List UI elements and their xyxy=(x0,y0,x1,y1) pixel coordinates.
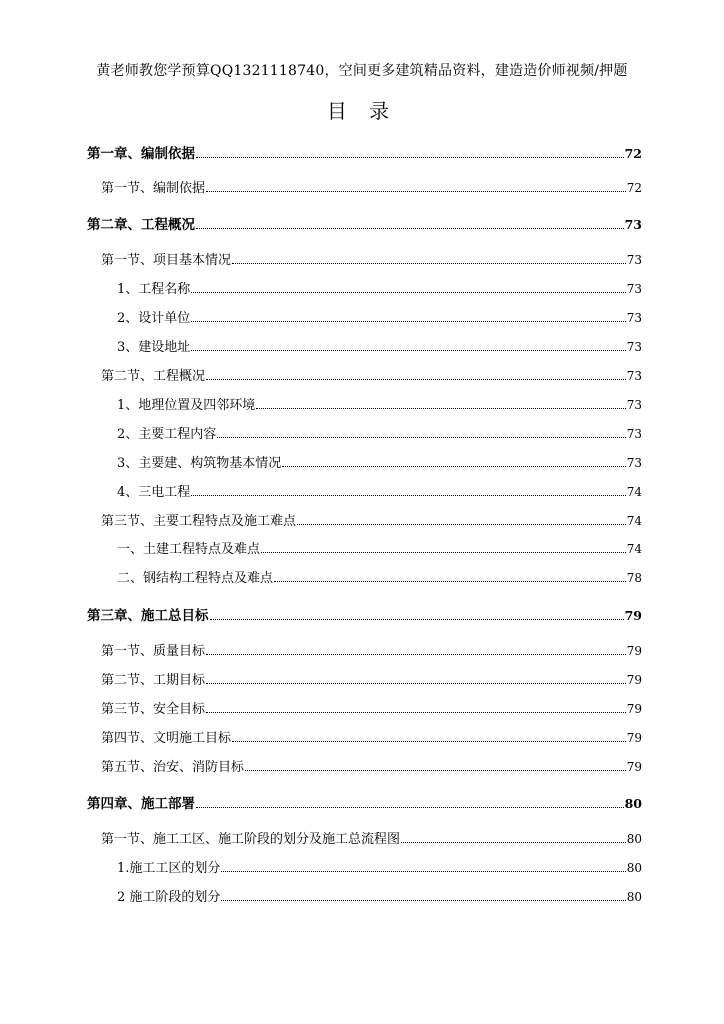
toc-entry[interactable] xyxy=(87,727,642,746)
toc-leader-dots xyxy=(282,465,625,467)
toc-entry-page: 80 xyxy=(626,861,642,875)
toc-leader-dots xyxy=(210,618,624,620)
toc-leader-dots xyxy=(221,899,625,901)
toc-entry[interactable] xyxy=(87,538,642,557)
toc-entry[interactable] xyxy=(87,481,642,500)
toc-entry-title: 1.施工工区的划分 xyxy=(117,861,221,876)
toc-entry-title: 第三章、施工总目标 xyxy=(87,608,209,624)
toc-entry[interactable] xyxy=(87,886,642,905)
toc-entry[interactable] xyxy=(87,394,642,413)
toc-leader-dots xyxy=(196,156,624,158)
toc-entry-title: 第一节、项目基本情况 xyxy=(101,253,232,268)
toc-entry-title: 2、主要工程内容 xyxy=(117,427,217,442)
toc-entry-page: 73 xyxy=(626,340,642,354)
toc-entry-page: 73 xyxy=(626,369,642,383)
toc-entry-title: 3、建设地址 xyxy=(117,340,191,355)
toc-entry-page: 73 xyxy=(626,398,642,412)
toc-entry-title: 第三节、主要工程特点及施工难点 xyxy=(101,514,297,529)
toc-entry-page: 73 xyxy=(626,253,642,267)
toc-entry-title: 第一节、质量目标 xyxy=(101,644,206,659)
toc-leader-dots xyxy=(217,436,625,438)
toc-entry-title: 第三节、安全目标 xyxy=(101,702,206,717)
toc-entry-page: 80 xyxy=(626,832,642,846)
toc-entry[interactable] xyxy=(87,698,642,717)
toc-entry[interactable] xyxy=(87,792,642,812)
toc-entry[interactable] xyxy=(87,142,642,162)
toc-entry[interactable] xyxy=(87,365,642,384)
toc-entry-page: 72 xyxy=(626,181,642,195)
toc-leader-dots xyxy=(232,262,626,264)
toc-entry-title: 第二节、工程概况 xyxy=(101,369,206,384)
toc-entry-title: 1、工程名称 xyxy=(117,282,191,297)
toc-entry[interactable] xyxy=(87,510,642,529)
toc-entry-page: 73 xyxy=(626,427,642,441)
toc-entry[interactable] xyxy=(87,567,642,586)
toc-entry-title: 第二节、工期目标 xyxy=(101,673,206,688)
toc-leader-dots xyxy=(206,190,626,192)
toc-entry-title: 第四章、施工部署 xyxy=(87,796,195,812)
toc-entry-title: 2 施工阶段的划分 xyxy=(117,890,221,905)
toc-entry-page: 80 xyxy=(624,796,642,811)
toc-entry-page: 73 xyxy=(626,282,642,296)
toc-entry[interactable] xyxy=(87,423,642,442)
toc-leader-dots xyxy=(191,494,625,496)
toc-leader-dots xyxy=(274,580,626,582)
toc-entry[interactable] xyxy=(87,213,642,233)
toc-leader-dots xyxy=(401,841,626,843)
toc-entry-page: 78 xyxy=(626,571,642,585)
toc-entry-page: 73 xyxy=(626,311,642,325)
toc-leader-dots xyxy=(206,682,626,684)
toc-leader-dots xyxy=(191,320,625,322)
toc-entry[interactable] xyxy=(87,336,642,355)
toc-leader-dots xyxy=(196,806,624,808)
toc-entry-page: 73 xyxy=(624,217,642,232)
toc-entry-page: 79 xyxy=(624,608,642,623)
toc-entry-title: 2、设计单位 xyxy=(117,311,191,326)
toc-leader-dots xyxy=(261,551,626,553)
toc-leader-dots xyxy=(256,407,625,409)
toc-entry-page: 79 xyxy=(626,673,642,687)
toc-entry-title: 1、地理位置及四邻环境 xyxy=(117,398,256,413)
toc-entry[interactable] xyxy=(87,604,642,624)
toc-leader-dots xyxy=(191,291,625,293)
toc-entry-title: 第二章、工程概况 xyxy=(87,217,195,233)
toc-entry-title: 第一章、编制依据 xyxy=(87,146,195,162)
toc-leader-dots xyxy=(245,769,626,771)
toc-entry-title: 第四节、文明施工目标 xyxy=(101,731,232,746)
toc-entry-title: 4、三电工程 xyxy=(117,485,191,500)
toc-entry[interactable] xyxy=(87,857,642,876)
toc-entry[interactable] xyxy=(87,452,642,471)
toc-leader-dots xyxy=(196,227,624,229)
toc-entry-page: 79 xyxy=(626,731,642,745)
toc-entry-title: 第一节、编制依据 xyxy=(101,181,206,196)
toc-entry[interactable] xyxy=(87,278,642,297)
page-header-text: 黄老师教您学预算QQ1321118740，空间更多建筑精品资料，建造造价师视频/押题 xyxy=(96,63,628,79)
toc-title: 目 录 xyxy=(326,99,398,123)
toc-entry-title: 3、主要建、构筑物基本情况 xyxy=(117,456,282,471)
toc-entry-page: 72 xyxy=(624,146,642,161)
toc-entry-title: 二、钢结构工程特点及难点 xyxy=(117,571,274,586)
toc-entry-title: 第一节、施工工区、施工阶段的划分及施工总流程图 xyxy=(101,832,401,847)
toc-leader-dots xyxy=(206,711,626,713)
toc-entry[interactable] xyxy=(87,177,642,196)
toc-entry-title: 一、土建工程特点及难点 xyxy=(117,542,261,557)
toc-entry-page: 79 xyxy=(626,760,642,774)
toc-leader-dots xyxy=(221,870,625,872)
toc-leader-dots xyxy=(206,378,626,380)
toc-entry[interactable] xyxy=(87,249,642,268)
toc-leader-dots xyxy=(297,523,626,525)
toc-entry[interactable] xyxy=(87,669,642,688)
toc-entry-page: 80 xyxy=(626,890,642,904)
toc-leader-dots xyxy=(232,740,626,742)
toc-entry-page: 74 xyxy=(626,485,642,499)
toc-entry-page: 73 xyxy=(626,456,642,470)
toc-leader-dots xyxy=(206,653,626,655)
toc-entry-page: 79 xyxy=(626,644,642,658)
toc-entry[interactable] xyxy=(87,307,642,326)
toc-entry[interactable] xyxy=(87,640,642,659)
toc-entry-page: 74 xyxy=(626,514,642,528)
toc-entry-page: 79 xyxy=(626,702,642,716)
toc-leader-dots xyxy=(191,349,625,351)
toc-entry-page: 74 xyxy=(626,542,642,556)
toc-entry[interactable] xyxy=(87,828,642,847)
toc-entry-title: 第五节、治安、消防目标 xyxy=(101,760,245,775)
toc-entry[interactable] xyxy=(87,756,642,775)
